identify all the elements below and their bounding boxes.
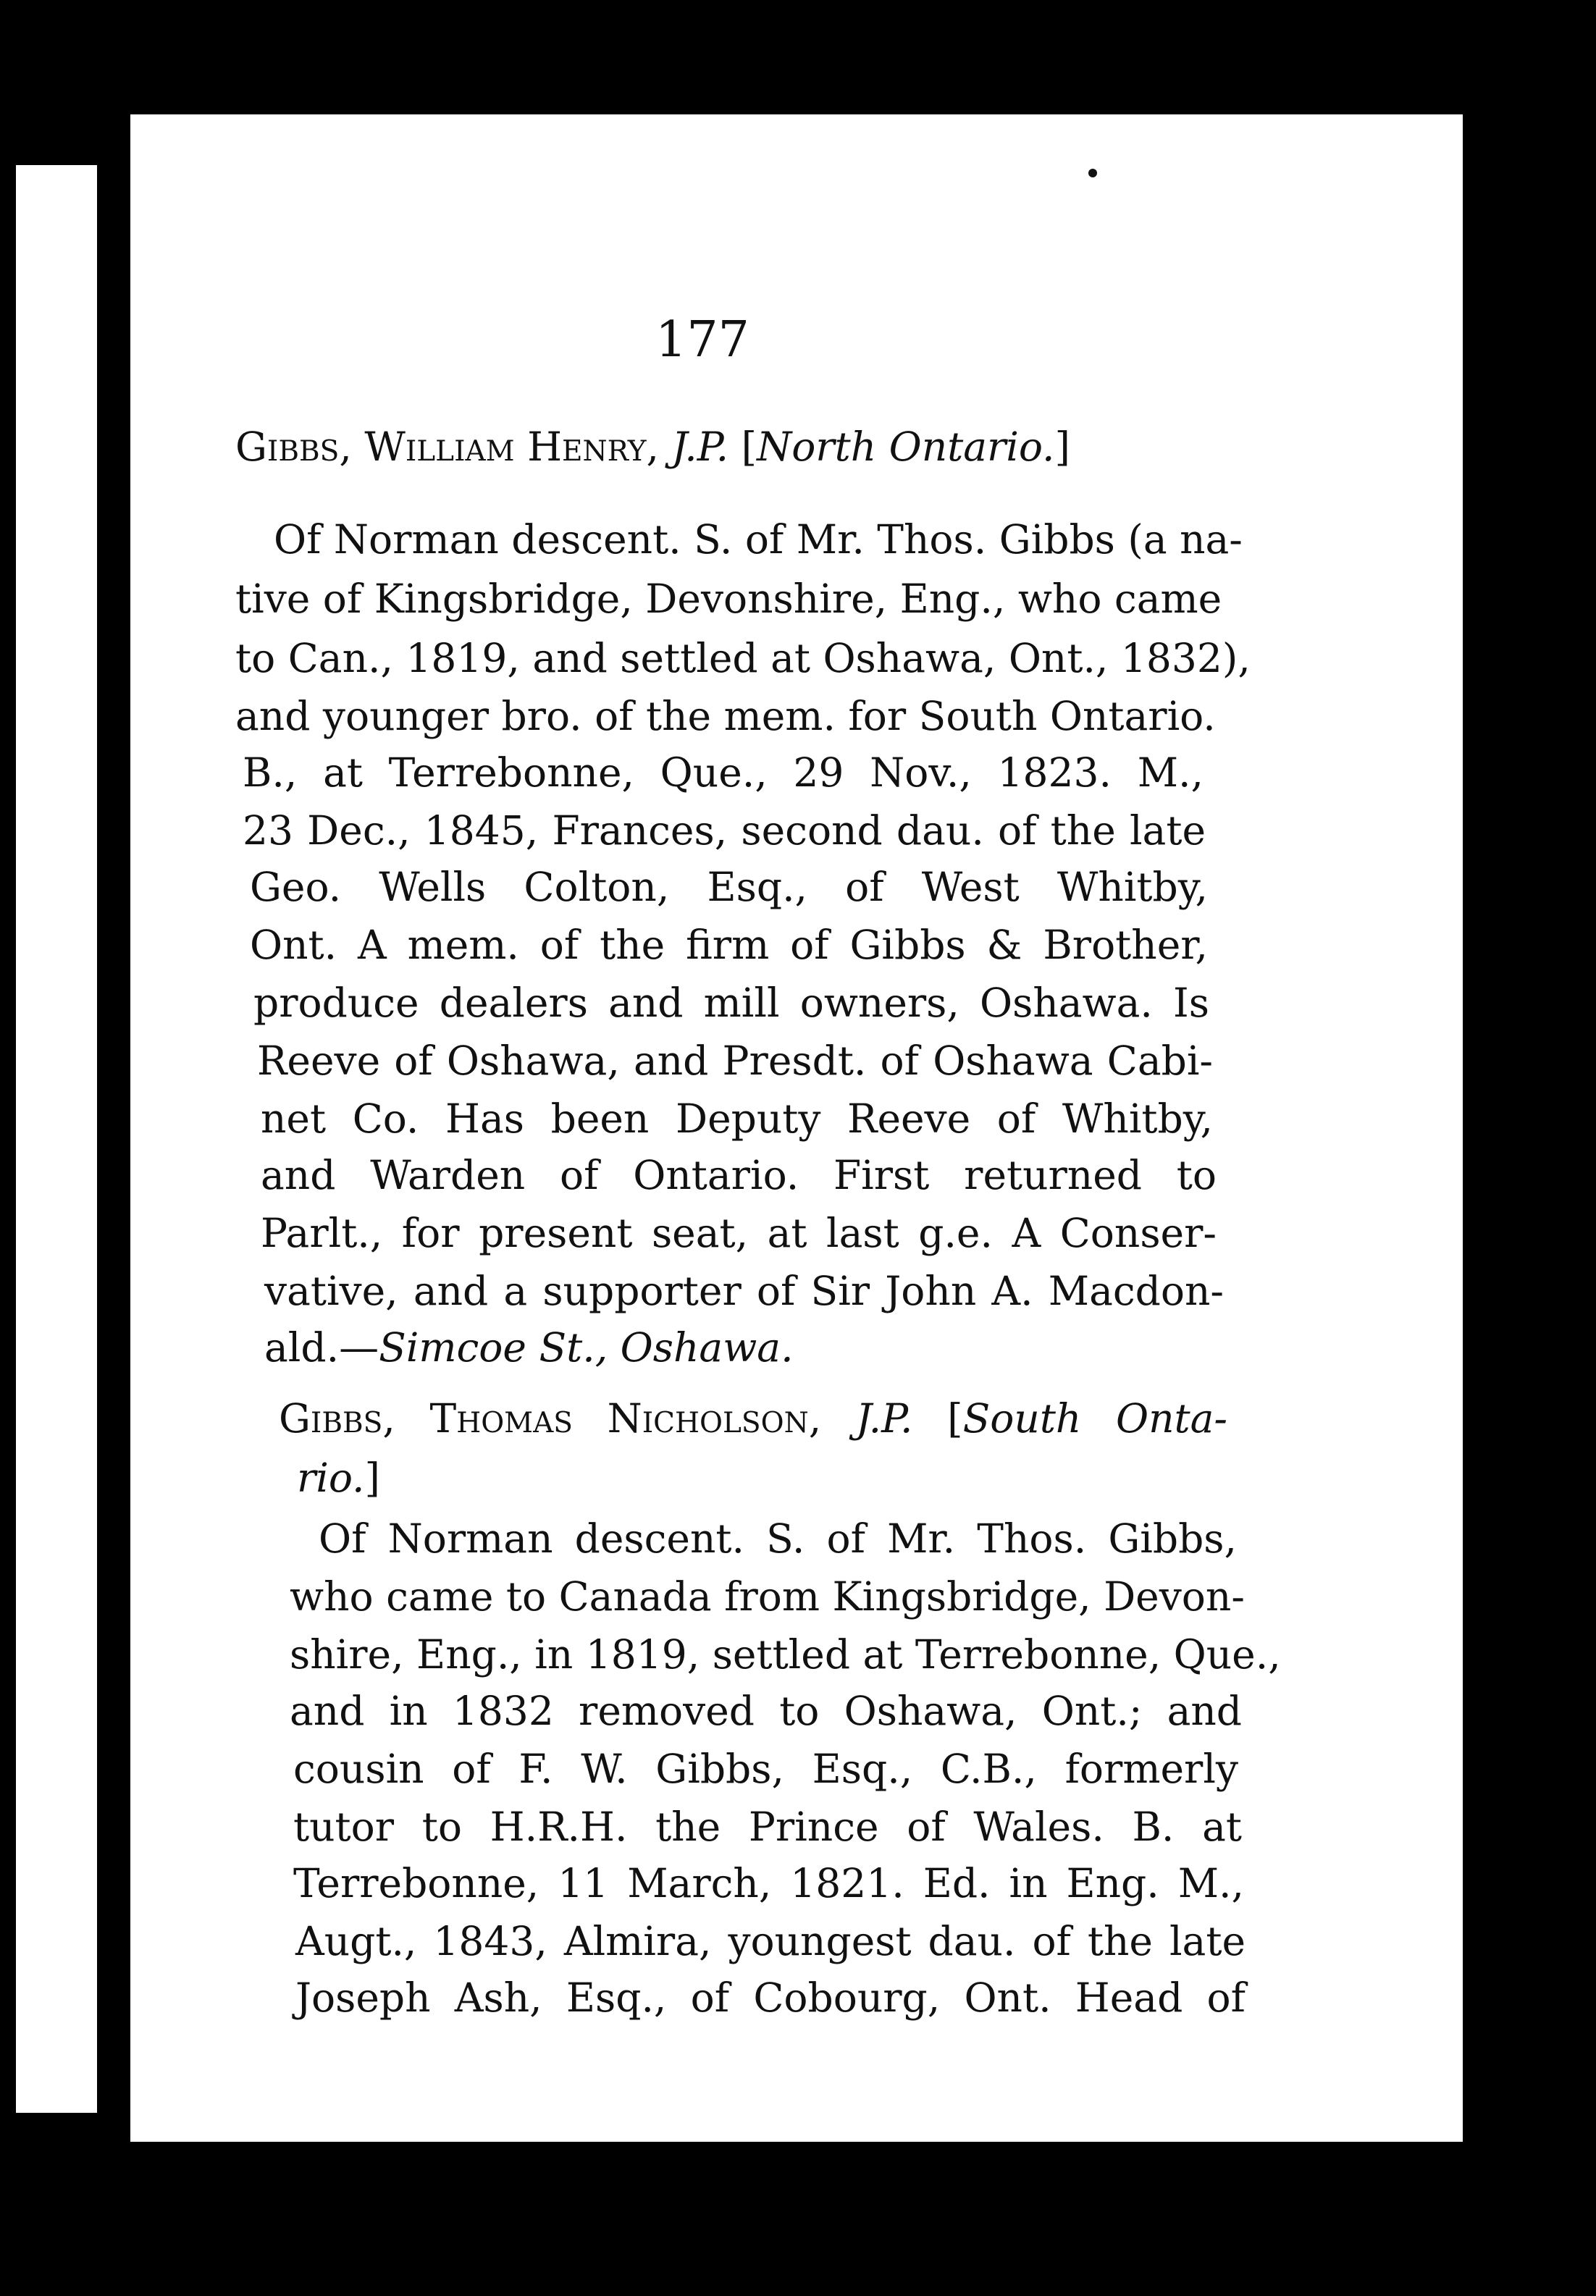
- text-segment: Reeve of Oshawa, and Presdt. of Oshawa Cabi-: [257, 1038, 1213, 1084]
- text-line: [235, 424, 1206, 470]
- text-segment: Gibbs, William Henry,: [235, 424, 672, 470]
- left-page-edge: [16, 165, 97, 2113]
- text-segment: J.P.: [855, 1395, 913, 1442]
- text-segment: ald.—: [264, 1324, 379, 1371]
- text-segment: tutor to H.R.H. the Prince of Wales. B. at: [293, 1804, 1242, 1850]
- text-segment: North Ontario.: [757, 424, 1055, 470]
- text-line: [264, 1324, 804, 1371]
- text-segment: Of Norman descent. S. of Mr. Thos. Gibbs,: [319, 1515, 1237, 1562]
- text-segment: Terrebonne, 11 March, 1821. Ed. in Eng. M.,: [293, 1860, 1244, 1906]
- text-segment: who came to Canada from Kingsbridge, Devon-: [290, 1573, 1245, 1620]
- text-line: [253, 980, 1209, 1026]
- text-segment: net Co. Has been Deputy Reeve of Whitby,: [261, 1096, 1213, 1142]
- text-segment: tive of Kingsbridge, Devonshire, Eng., who came: [235, 576, 1222, 622]
- text-line: [293, 1860, 1244, 1906]
- text-line: [243, 807, 1206, 854]
- text-segment: and Warden of Ontario. First returned to: [261, 1152, 1217, 1198]
- text-line: [290, 1688, 1242, 1734]
- text-segment: B., at Terrebonne, Que., 29 Nov., 1823. M.,: [243, 749, 1204, 796]
- text-segment: 23 Dec., 1845, Frances, second dau. of the late: [243, 807, 1206, 854]
- text-segment: ]: [364, 1455, 380, 1501]
- text-segment: ]: [1054, 424, 1070, 470]
- ink-speck: [1088, 169, 1097, 177]
- text-line: [250, 864, 1208, 910]
- text-line: [243, 749, 1204, 796]
- text-line: [297, 1455, 420, 1501]
- text-line: [235, 693, 1216, 739]
- text-segment: Of Norman descent. S. of Mr. Thos. Gibbs (a na-: [274, 516, 1243, 563]
- text-segment: J.P.: [671, 424, 729, 470]
- text-line: [295, 1918, 1246, 1964]
- text-segment: rio.: [297, 1455, 365, 1501]
- text-segment: South Onta-: [962, 1395, 1227, 1442]
- text-line: [261, 1096, 1213, 1142]
- text-segment: cousin of F. W. Gibbs, Esq., C.B., formerly: [293, 1746, 1238, 1792]
- text-line: [250, 922, 1208, 968]
- text-line: [290, 1573, 1245, 1620]
- text-segment: vative, and a supporter of Sir John A. Macdon-: [264, 1268, 1224, 1314]
- text-line: [235, 635, 1251, 681]
- text-segment: to Can., 1819, and settled at Oshawa, Ont., 1832),: [235, 635, 1251, 681]
- text-segment: shire, Eng., in 1819, settled at Terrebonne, Que.,: [290, 1631, 1281, 1678]
- page-number: 177: [655, 311, 749, 369]
- text-line: [274, 516, 1243, 563]
- text-segment: Geo. Wells Colton, Esq., of West Whitby,: [250, 864, 1208, 910]
- text-line: [264, 1268, 1224, 1314]
- text-line: [279, 1395, 1227, 1442]
- text-line: [261, 1152, 1217, 1198]
- text-segment: Augt., 1843, Almira, youngest dau. of the late: [295, 1918, 1246, 1964]
- text-segment: Ont. A mem. of the firm of Gibbs & Brother,: [250, 922, 1208, 968]
- text-line: [293, 1804, 1242, 1850]
- text-segment: produce dealers and mill owners, Oshawa. Is: [253, 980, 1209, 1026]
- text-segment: [: [912, 1395, 963, 1442]
- text-segment: and younger bro. of the mem. for South Ontario.: [235, 693, 1216, 739]
- text-line: [295, 1975, 1246, 2021]
- text-segment: Joseph Ash, Esq., of Cobourg, Ont. Head of: [295, 1975, 1246, 2021]
- text-line: [290, 1631, 1281, 1678]
- text-segment: Gibbs, Thomas Nicholson,: [279, 1395, 856, 1442]
- text-line: [235, 576, 1222, 622]
- text-segment: Simcoe St., Oshawa.: [379, 1324, 794, 1371]
- text-segment: Parlt., for present seat, at last g.e. A Conser-: [261, 1210, 1217, 1256]
- text-segment: [: [728, 424, 757, 470]
- text-line: [261, 1210, 1217, 1256]
- text-line: [257, 1038, 1213, 1084]
- text-segment: and in 1832 removed to Oshawa, Ont.; and: [290, 1688, 1242, 1734]
- text-line: [319, 1515, 1237, 1562]
- text-line: [293, 1746, 1238, 1792]
